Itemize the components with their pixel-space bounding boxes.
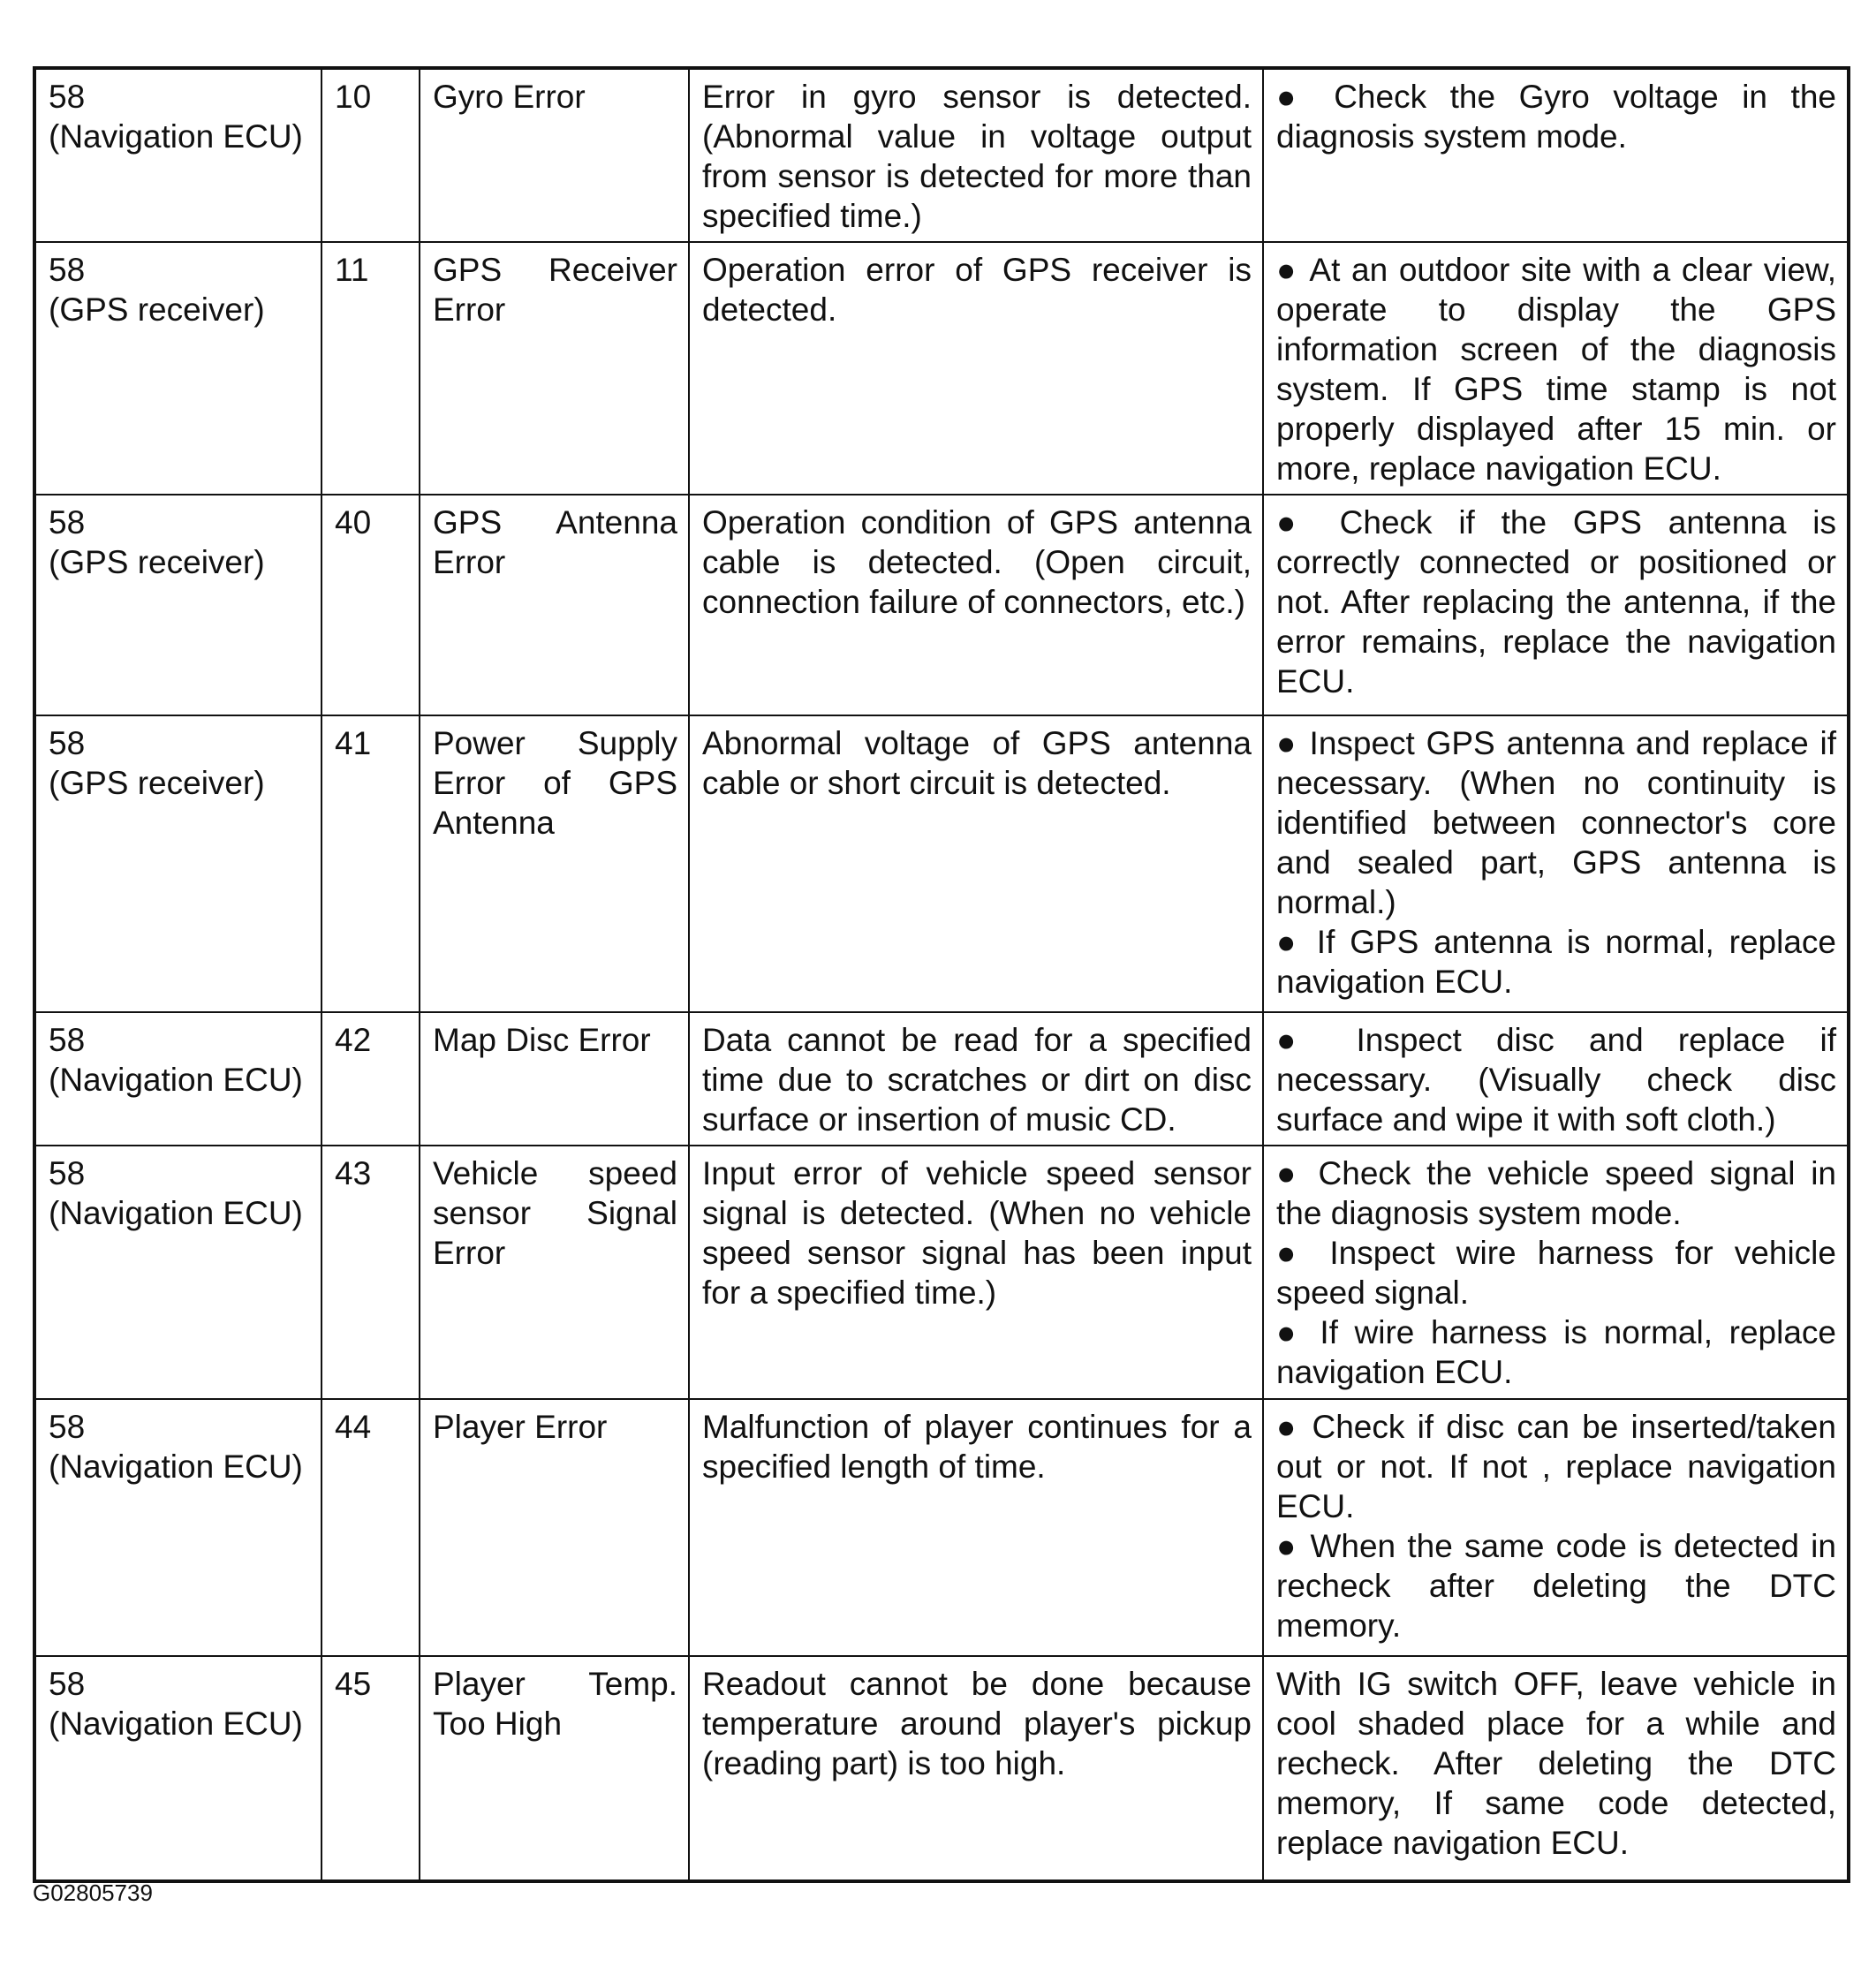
dtc-code-cell	[34, 1146, 321, 1399]
table-row	[34, 1012, 1849, 1146]
remedy-item: ● At an outdoor site with a clear view, operate to display the GPS information screen of the diagnosis system. If GPS time stamp is not properly displayed after 15 min. or more, replace navigation ECU.	[1276, 250, 1836, 488]
dtc-code: 58	[49, 79, 86, 115]
dtc-subcode: 10	[335, 79, 372, 115]
remedy-item: ● Check if the GPS antenna is correctly connected or positioned or not. After replacing the antenna, if the error remains, replace the navigation ECU.	[1276, 503, 1836, 701]
dtc-name: Player Temp. Too High	[433, 1666, 677, 1742]
remedy-item: ● Check if disc can be inserted/taken out or not. If not , replace navigation ECU.	[1276, 1407, 1836, 1526]
dtc-name-cell	[420, 1012, 689, 1146]
dtc-code-cell	[34, 242, 321, 495]
dtc-unit: (Navigation ECU)	[49, 1706, 303, 1742]
dtc-unit: (Navigation ECU)	[49, 1448, 303, 1485]
dtc-code: 58	[49, 1666, 86, 1702]
dtc-unit: (GPS receiver)	[49, 291, 265, 328]
dtc-code: 58	[49, 252, 86, 288]
dtc-remedy-cell	[1263, 1656, 1849, 1881]
dtc-unit: (GPS receiver)	[49, 544, 265, 580]
dtc-code-cell	[34, 1399, 321, 1656]
dtc-name: Player Error	[433, 1409, 608, 1445]
dtc-name: Vehicle speed sensor Signal Error	[433, 1155, 677, 1271]
dtc-description: Malfunction of player continues for a specified length of time.	[702, 1409, 1252, 1485]
remedy-item: With IG switch OFF, leave vehicle in cool shaded place for a while and recheck. After deleting the DTC memory, If same code detected, replace navigation ECU.	[1276, 1666, 1836, 1861]
dtc-desc-cell	[689, 1399, 1263, 1656]
dtc-subcode-cell	[321, 495, 420, 715]
remedy-item: ● Check the vehicle speed signal in the diagnosis system mode.	[1276, 1153, 1836, 1233]
dtc-code: 58	[49, 1155, 86, 1191]
dtc-subcode: 45	[335, 1666, 372, 1702]
dtc-subcode-cell	[321, 1399, 420, 1656]
remedy-item: ● Inspect wire harness for vehicle speed signal.	[1276, 1233, 1836, 1312]
dtc-description: Operation error of GPS receiver is detected.	[702, 252, 1252, 328]
dtc-unit: (GPS receiver)	[49, 765, 265, 801]
dtc-desc-cell	[689, 1146, 1263, 1399]
dtc-description: Operation condition of GPS antenna cable is detected. (Open circuit, connection failure of connectors, etc.)	[702, 504, 1252, 620]
dtc-table-body	[34, 68, 1849, 1881]
dtc-remedy-cell	[1263, 1146, 1849, 1399]
dtc-remedy-cell	[1263, 242, 1849, 495]
dtc-subcode: 43	[335, 1155, 372, 1191]
dtc-subcode-cell	[321, 1012, 420, 1146]
dtc-name: GPS Receiver Error	[433, 252, 677, 328]
dtc-remedy-cell	[1263, 1399, 1849, 1656]
dtc-code: 58	[49, 1409, 86, 1445]
figure-code: G02805739	[33, 1879, 153, 1906]
dtc-subcode: 42	[335, 1022, 372, 1058]
dtc-description: Input error of vehicle speed sensor signal is detected. (When no vehicle speed sensor signal has been input for a specified time.)	[702, 1155, 1252, 1311]
dtc-subcode-cell	[321, 1146, 420, 1399]
table-row	[34, 1656, 1849, 1881]
table-row	[34, 1146, 1849, 1399]
dtc-description: Abnormal voltage of GPS antenna cable or short circuit is detected.	[702, 725, 1252, 801]
remedy-item: ● If wire harness is normal, replace navigation ECU.	[1276, 1312, 1836, 1392]
dtc-desc-cell	[689, 715, 1263, 1012]
remedy-item: ● If GPS antenna is normal, replace navigation ECU.	[1276, 922, 1836, 1002]
dtc-subcode: 11	[335, 252, 369, 288]
dtc-desc-cell	[689, 1656, 1263, 1881]
dtc-subcode: 44	[335, 1409, 372, 1445]
dtc-unit: (Navigation ECU)	[49, 1195, 303, 1231]
dtc-unit: (Navigation ECU)	[49, 118, 303, 155]
dtc-name: GPS Antenna Error	[433, 504, 677, 580]
dtc-name: Gyro Error	[433, 79, 586, 115]
dtc-code: 58	[49, 504, 86, 541]
table-row	[34, 495, 1849, 715]
dtc-name-cell	[420, 242, 689, 495]
dtc-description: Data cannot be read for a specified time due to scratches or dirt on disc surface or insertion of music CD.	[702, 1022, 1252, 1138]
dtc-subcode: 40	[335, 504, 372, 541]
table-row	[34, 68, 1849, 242]
dtc-remedy-cell	[1263, 1012, 1849, 1146]
dtc-name-cell	[420, 715, 689, 1012]
table-row	[34, 1399, 1849, 1656]
dtc-remedy-cell	[1263, 68, 1849, 242]
dtc-name: Power Supply Error of GPS Antenna	[433, 725, 677, 841]
dtc-code: 58	[49, 1022, 86, 1058]
remedy-item: ● Inspect disc and replace if necessary. (Visually check disc surface and wipe it with soft cloth.)	[1276, 1020, 1836, 1139]
dtc-desc-cell	[689, 1012, 1263, 1146]
dtc-description: Error in gyro sensor is detected. (Abnormal value in voltage output from sensor is detected for more than specified time.)	[702, 79, 1252, 234]
dtc-name: Map Disc Error	[433, 1022, 651, 1058]
dtc-table	[33, 66, 1850, 1883]
dtc-desc-cell	[689, 495, 1263, 715]
dtc-remedy-cell	[1263, 495, 1849, 715]
dtc-unit: (Navigation ECU)	[49, 1062, 303, 1098]
remedy-item: ● Check the Gyro voltage in the diagnosis system mode.	[1276, 77, 1836, 156]
dtc-code-cell	[34, 1012, 321, 1146]
dtc-subcode-cell	[321, 715, 420, 1012]
table-row	[34, 242, 1849, 495]
dtc-subcode-cell	[321, 1656, 420, 1881]
dtc-remedy-cell	[1263, 715, 1849, 1012]
dtc-subcode: 41	[335, 725, 372, 761]
dtc-desc-cell	[689, 242, 1263, 495]
dtc-name-cell	[420, 1146, 689, 1399]
dtc-name-cell	[420, 1656, 689, 1881]
dtc-code-cell	[34, 1656, 321, 1881]
dtc-desc-cell	[689, 68, 1263, 242]
table-row	[34, 715, 1849, 1012]
dtc-code-cell	[34, 68, 321, 242]
dtc-code-cell	[34, 495, 321, 715]
remedy-item: ● When the same code is detected in recheck after deleting the DTC memory.	[1276, 1526, 1836, 1645]
dtc-name-cell	[420, 495, 689, 715]
dtc-subcode-cell	[321, 68, 420, 242]
dtc-description: Readout cannot be done because temperature around player's pickup (reading part) is too high.	[702, 1666, 1252, 1781]
dtc-name-cell	[420, 68, 689, 242]
remedy-item: ● Inspect GPS antenna and replace if necessary. (When no continuity is identified between connector's core and sealed part, GPS antenna is normal.)	[1276, 723, 1836, 922]
dtc-subcode-cell	[321, 242, 420, 495]
dtc-code: 58	[49, 725, 86, 761]
dtc-name-cell	[420, 1399, 689, 1656]
dtc-code-cell	[34, 715, 321, 1012]
